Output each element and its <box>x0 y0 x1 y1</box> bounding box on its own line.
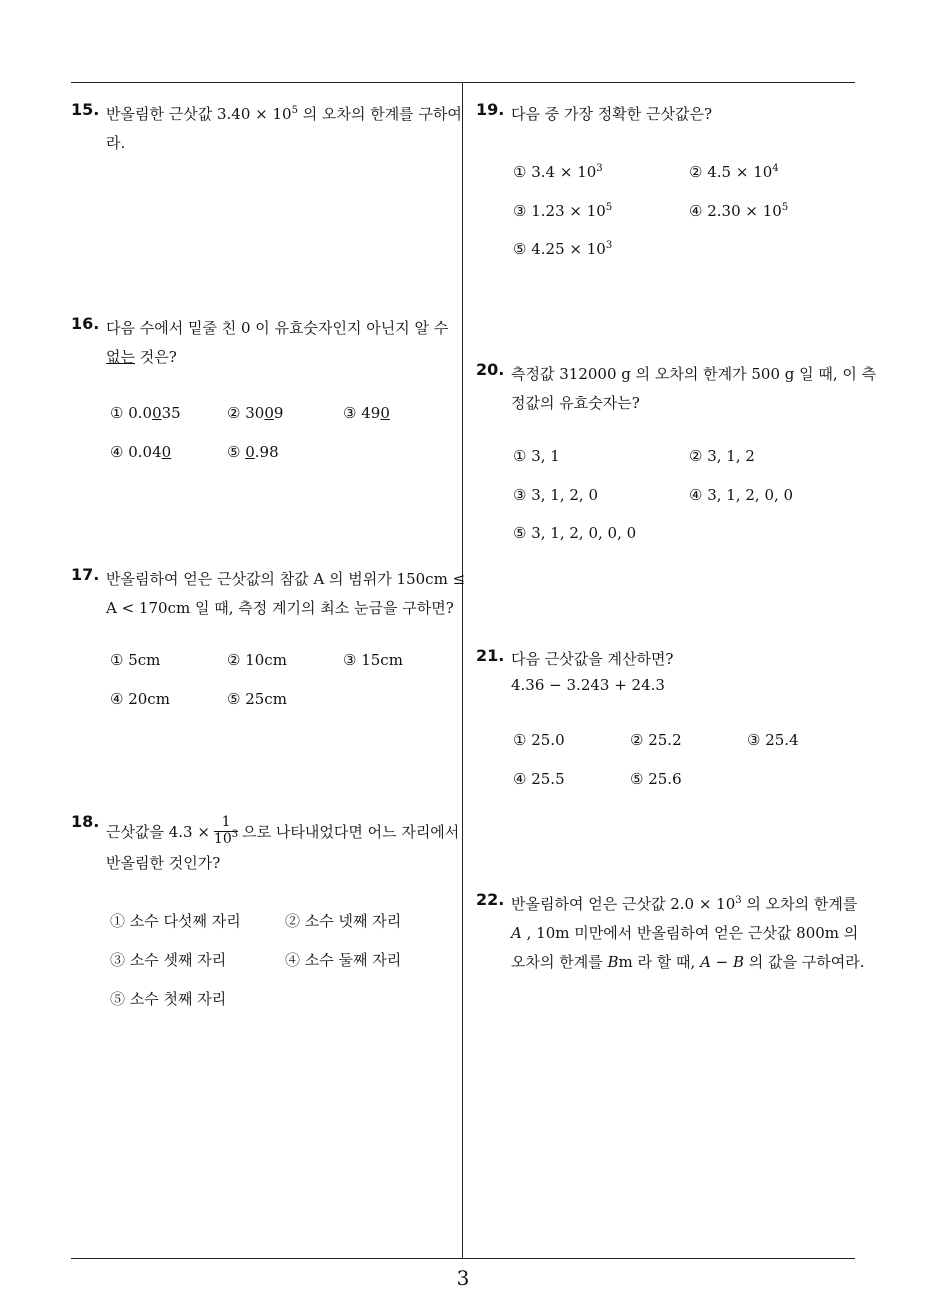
question-number: 17. <box>71 565 100 584</box>
question-21 <box>476 646 856 696</box>
option-3[interactable]: ③ 490 <box>343 404 390 422</box>
option-1[interactable]: ① 0.0035 <box>110 404 181 422</box>
question-number: 19. <box>476 100 505 119</box>
option-4[interactable]: ④ 3, 1, 2, 0, 0 <box>689 486 794 504</box>
question-text: 반올림한 근삿값 $3.40 \times 10^5$ 의 오차의 한계를 구하여 라. <box>106 105 462 152</box>
option-3[interactable]: ③ 3, 1, 2, 0 <box>513 486 598 504</box>
question-number: 21. <box>476 646 505 665</box>
expression: 4.36 − 3.243 + 24.3 <box>511 676 665 694</box>
option-3[interactable]: ③ $1.23 \times 10^5$ <box>513 202 613 220</box>
question-text: 다음 수에서 밑줄 친 0 이 유효숫자인지 아닌지 알 수 없는 것은? <box>106 319 449 366</box>
option-4[interactable]: ④ 0.040 <box>110 443 172 461</box>
option-5[interactable]: ⑤ 0.98 <box>227 443 279 461</box>
option-2[interactable]: ② 10cm <box>227 651 287 669</box>
option-1[interactable]: ① 5cm <box>110 651 161 669</box>
question-18 <box>71 812 461 882</box>
option-5[interactable]: ⑤ 3, 1, 2, 0, 0, 0 <box>513 524 637 542</box>
question-22 <box>476 890 865 980</box>
question-15 <box>71 100 461 160</box>
fraction: $\frac{1}{10^3}$ <box>213 814 239 847</box>
option-3[interactable]: ③ 25.4 <box>747 731 799 749</box>
question-text: 근삿값을 4.3 × $\frac{1}{10^3}$ 으로 나타내었다면 어느 자리에서 반올림한 것인가? <box>106 814 460 872</box>
question-number: 18. <box>71 812 100 831</box>
question-number: 15. <box>71 100 100 119</box>
option-2[interactable]: ② 소수 넷째 자리 <box>285 912 402 930</box>
question-text: 측정값 312000 g 의 오차의 한계가 500 g 일 때, 이 측 정값의 유효숫자는? <box>511 365 877 412</box>
option-4[interactable]: ④ 소수 둘째 자리 <box>285 951 402 969</box>
top-rule <box>71 82 855 83</box>
option-3[interactable]: ③ 소수 셋째 자리 <box>110 951 227 969</box>
bottom-rule <box>71 1258 855 1259</box>
question-text: 반올림하여 얻은 근삿값 $2.0 \times 10^3$ 의 오차의 한계를 A , 10m 미만에서 반올림하여 얻은 근삿값 800m 의 오차의 한계를 Bm 라 할 때, A − B 의 값을 구하여라. <box>511 895 865 971</box>
question-text: 다음 근삿값을 계산하면? 4.36 − 3.243 + 24.3 <box>511 650 674 694</box>
option-5[interactable]: ⑤ 25.6 <box>630 770 682 788</box>
option-5[interactable]: ⑤ 25cm <box>227 690 287 708</box>
question-text: 다음 중 가장 정확한 근삿값은? <box>511 105 712 123</box>
option-2[interactable]: ② 3, 1, 2 <box>689 447 755 465</box>
option-5[interactable]: ⑤ 소수 첫째 자리 <box>110 990 227 1008</box>
question-17 <box>71 565 466 625</box>
option-2[interactable]: ② 25.2 <box>630 731 682 749</box>
option-1[interactable]: ① 25.0 <box>513 731 565 749</box>
option-1[interactable]: ① 소수 다섯째 자리 <box>110 912 241 930</box>
option-4[interactable]: ④ 25.5 <box>513 770 565 788</box>
option-1[interactable]: ① 3, 1 <box>513 447 560 465</box>
option-3[interactable]: ③ 15cm <box>343 651 403 669</box>
question-19 <box>476 100 856 130</box>
option-5[interactable]: ⑤ $4.25 \times 10^3$ <box>513 240 613 258</box>
option-4[interactable]: ④ 20cm <box>110 690 170 708</box>
option-1[interactable]: ① $3.4 \times 10^3$ <box>513 163 603 181</box>
question-text: 반올림하여 얻은 근삿값의 참값 A 의 범위가 150cm ≤ A < 170cm 일 때, 측정 계기의 최소 눈금을 구하면? <box>106 570 466 617</box>
option-2[interactable]: ② $4.5 \times 10^4$ <box>689 163 779 181</box>
question-20 <box>476 360 877 420</box>
option-2[interactable]: ② 3009 <box>227 404 284 422</box>
question-number: 20. <box>476 360 505 379</box>
question-number: 16. <box>71 314 100 333</box>
column-divider <box>462 82 463 1259</box>
question-number: 22. <box>476 890 505 909</box>
page-number: 3 <box>456 1266 470 1290</box>
option-4[interactable]: ④ $2.30 \times 10^5$ <box>689 202 789 220</box>
